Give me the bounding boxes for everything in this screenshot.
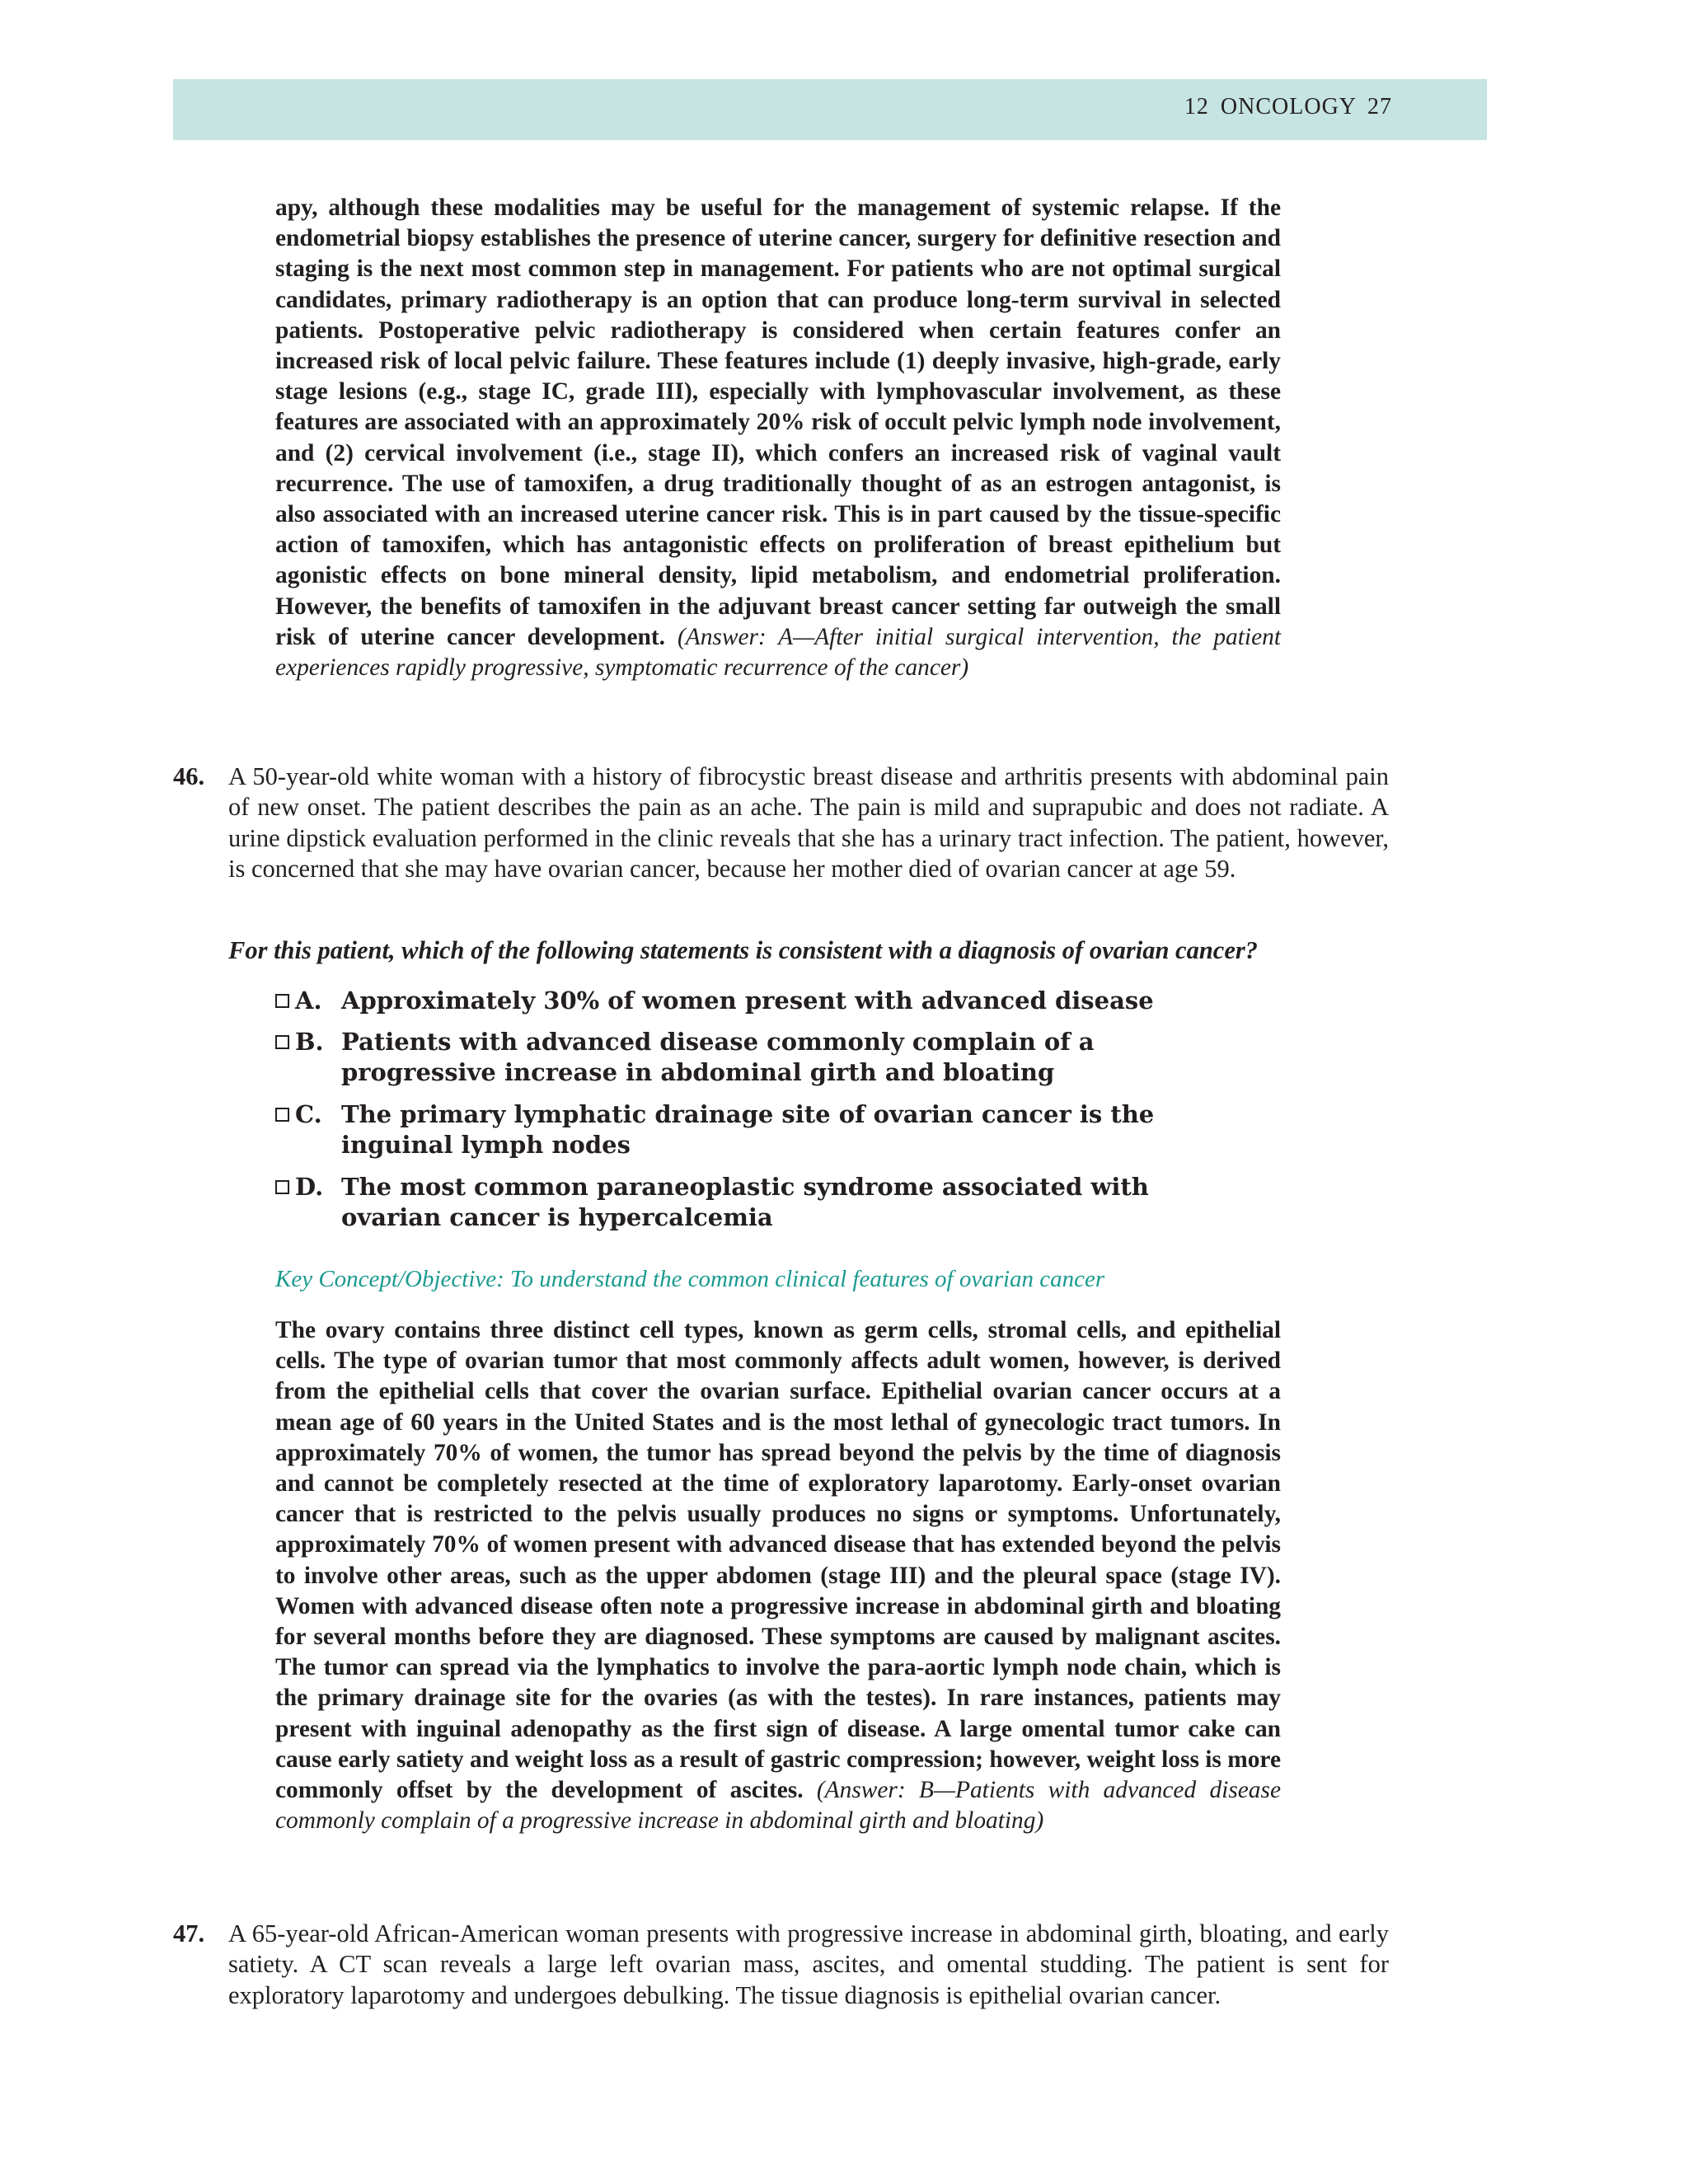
explanation-text: apy, although these modalities may be useful for the management of systemic relapse. If the endometrial biopsy establishes the presence of uterine cancer, surgery for definitive resection and staging is the next most common step in management. For patients who are not optimal surgical candidates, primary radiotherapy is an option that can produce long-term survival in selected patients. Postoperative pelvic radiotherapy is considered when certain features confer an increased risk of local pelvic failure. These features include (1) deeply invasive, high-grade, early stage lesions (e.g., stage IC, grade III), especially with lymphovascular involvement, as these features are associated with an approximately 20% risk of occult pelvic lymph node involvement, and (2) cervical involvement (i.e., stage II), which confers an increased risk of vaginal vault recurrence. The use of tamoxifen, a drug traditionally thought of as an estrogen antagonist, is also associated with an increased uterine cancer risk. This is in part caused by the tissue-specific action of tamoxifen, which has antagonistic effects on proliferation of breast epithelium but agonistic effects on bone mineral density, lipid metabolism, and endometrial proliferation. However, the benefits of tamoxifen in the adjuvant breast cancer setting far outweigh the small risk of uterine cancer development. — [275, 194, 1281, 650]
answer-option-d[interactable] — [275, 1172, 1264, 1231]
option-letter: C. — [295, 1100, 322, 1128]
page-number: 27 — [1367, 94, 1392, 120]
header-text — [1184, 94, 1392, 120]
question-47 — [173, 1919, 1389, 2011]
question-stem: A 50-year-old white woman with a history of fibrocystic breast disease and arthritis presents with abdominal pain of new onset. The patient describes the pain as an ache. The pain is mild and suprapubic and does not radiate. A urine dipstick evaluation performed in the clinic reveals that she has a urinary tract infection. The patient, however, is concerned that she may have ovarian cancer, because her mother died of ovarian cancer at age 59. — [228, 762, 1389, 883]
option-text: The primary lymphatic drainage site of ovarian cancer is the inguinal lymph nodes — [341, 1100, 1155, 1159]
option-text: Approximately 30% of women present with advanced disease — [341, 987, 1154, 1015]
explanation-text: The ovary contains three distinct cell types, known as germ cells, stromal cells, and epithelial cells. The type of ovarian tumor that most commonly affects adult women, however, is derived from the epithelial cells that cover the ovarian surface. Epithelial ovarian cancer occurs at a mean age of 60 years in the United States and is the most lethal of gynecologic tract tumors. In approximately 70% of women, the tumor has spread beyond the pelvis by the time of diagnosis and cannot be completely resected at the time of exploratory laparotomy. Early-onset ovarian cancer that is restricted to the pelvis usually produces no signs or symptoms. Unfortunately, approximately 70% of women present with advanced disease that has extended beyond the pelvis to involve other areas, such as the upper abdomen (stage III) and the pleural space (stage IV). Women with advanced disease often note a progressive increase in abdominal girth and bloating for several months before they are diagnosed. These symptoms are caused by malignant ascites. The tumor can spread via the lymphatics to involve the para-aortic lymph node chain, which is the primary drainage site for the ovaries (as with the testes). In rare instances, patients may present with inguinal adenopathy as the first sign of disease. A large omental tumor cake can cause early satiety and weight loss as a result of gastric compression; however, weight loss is more commonly offset by the development of ascites. — [275, 1317, 1281, 1804]
question-46 — [173, 762, 1389, 884]
key-concept: Key Concept/Objective: To understand the common clinical features of ovarian cancer — [275, 1266, 1105, 1292]
question-number: 46. — [173, 762, 205, 790]
checkbox-icon[interactable] — [275, 1108, 289, 1122]
option-letter: A. — [295, 987, 322, 1015]
answer-note: (Answer: A—After initial surgical intervention, the patient experiences rapidly progressive, symptomatic recurrence of the cancer) — [275, 623, 1281, 682]
checkbox-icon[interactable] — [275, 994, 289, 1008]
checkbox-icon[interactable] — [275, 1180, 289, 1194]
option-text: The most common paraneoplastic syndrome associated with ovarian cancer is hypercalcemia — [341, 1173, 1149, 1231]
running-header — [173, 79, 1487, 140]
checkbox-icon[interactable] — [275, 1035, 289, 1049]
option-letter: D. — [295, 1173, 324, 1201]
continued-explanation — [275, 193, 1281, 683]
section-title: ONCOLOGY — [1220, 94, 1356, 120]
q46-explanation — [275, 1315, 1281, 1836]
option-letter: B. — [295, 1028, 324, 1056]
answer-note: (Answer: B—Patients with advanced disease commonly complain of a progressive increase in abdominal girth and bloating) — [275, 1777, 1281, 1835]
answer-option-a[interactable] — [275, 986, 1264, 1016]
question-prompt: For this patient, which of the following statements is consistent with a diagnosis of ovarian cancer? — [228, 936, 1258, 964]
answer-option-c[interactable] — [275, 1099, 1264, 1159]
option-text: Patients with advanced disease commonly complain of a progressive increase in abdominal girth and bloating — [341, 1028, 1095, 1086]
answer-option-b[interactable] — [275, 1027, 1264, 1086]
chapter-number: 12 — [1184, 94, 1209, 120]
question-stem: A 65-year-old African-American woman presents with progressive increase in abdominal girth, bloating, and early satiety. A CT scan reveals a large left ovarian mass, ascites, and omental studding. The patient is sent for exploratory laparotomy and undergoes debulking. The tissue diagnosis is epithelial ovarian cancer. — [228, 1919, 1389, 2009]
question-number: 47. — [173, 1919, 205, 1947]
